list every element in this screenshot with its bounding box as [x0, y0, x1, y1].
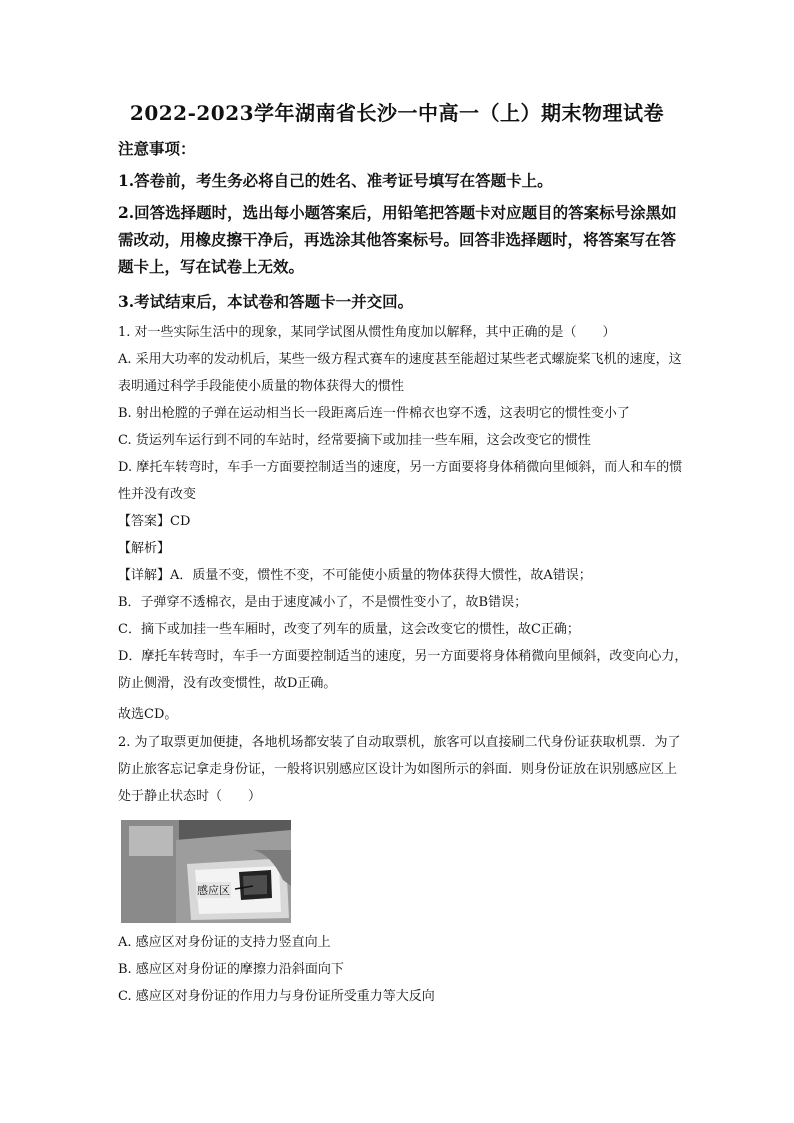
- notice-item-2: 2.回答选择题时，选出每小题答案后，用铅笔把答题卡对应题目的答案标号涂黑如需改动，用橡皮擦干净后，再选涂其他答案标号。回答非选择题时，将答案写在答题卡上，写在试卷上无效。: [118, 203, 677, 276]
- q2-stem: 2. 为了取票更加便捷，各地机场都安装了自动取票机，旅客可以直接刷二代身份证获取机票．为了防止旅客忘记拿走身份证，一般将识别感应区设计为如图所示的斜面．则身份证放在识别感应区上处于静止状态时（ ）: [118, 735, 681, 804]
- q2-option-c: C. 感应区对身份证的作用力与身份证所受重力等大反向: [118, 989, 435, 1004]
- q1-option-a: A. 采用大功率的发动机后，某些一级方程式赛车的速度甚至能超过某些老式螺旋桨飞机的速度，这表明通过科学手段能使小质量的物体获得大的惯性: [118, 352, 682, 394]
- q1-analysis-heading: 【解析】: [118, 541, 171, 556]
- q1-detail-c: C．摘下或加挂一些车厢时，改变了列车的质量，这会改变它的惯性，故C正确；: [118, 622, 580, 637]
- q1-detail-d: D．摩托车转弯时，车手一方面要控制适当的速度，另一方面要将身体稍微向里倾斜，改变向心力，防止侧滑，没有改变惯性，故D正确。: [118, 649, 688, 691]
- q1-stem: 1. 对一些实际生活中的现象，某同学试图从惯性角度加以解释，其中正确的是（ ）: [118, 325, 616, 340]
- q1-option-d: D. 摩托车转弯时，车手一方面要控制适当的速度，另一方面要将身体稍微向里倾斜，而人和车的惯性并没有改变: [118, 460, 683, 502]
- sensor-area-label: 感应区: [197, 884, 230, 897]
- ticket-machine-photo: [121, 820, 291, 923]
- notice-item-3: 3.考试结束后，本试卷和答题卡一并交回。: [118, 292, 414, 311]
- ticket-machine-drawing: [121, 820, 291, 923]
- notice-item-1: 1.答卷前，考生务必将自己的姓名、准考证号填写在答题卡上。: [118, 171, 553, 190]
- q2-option-b: B. 感应区对身份证的摩擦力沿斜面向下: [118, 962, 344, 977]
- q1-option-b: B. 射出枪膛的子弹在运动相当长一段距离后连一件棉衣也穿不透，这表明它的惯性变小了: [118, 406, 630, 421]
- q1-detail-a: 【详解】A．质量不变，惯性不变，不可能使小质量的物体获得大惯性，故A错误；: [118, 568, 592, 583]
- q1-option-c: C. 货运列车运行到不同的车站时，经常要摘下或加挂一些车厢，这会改变它的惯性: [118, 433, 591, 448]
- q1-answer: 【答案】CD: [118, 514, 191, 529]
- page-title: 2022-2023学年湖南省长沙一中高一（上）期末物理试卷: [129, 101, 665, 125]
- q1-detail-b: B．子弹穿不透棉衣，是由于速度减小了，不是惯性变小了，故B错误；: [118, 595, 528, 610]
- q2-option-a: A. 感应区对身份证的支持力竖直向上: [118, 935, 331, 950]
- notice-heading: 注意事项：: [118, 139, 196, 158]
- q1-conclusion: 故选CD。: [118, 707, 178, 722]
